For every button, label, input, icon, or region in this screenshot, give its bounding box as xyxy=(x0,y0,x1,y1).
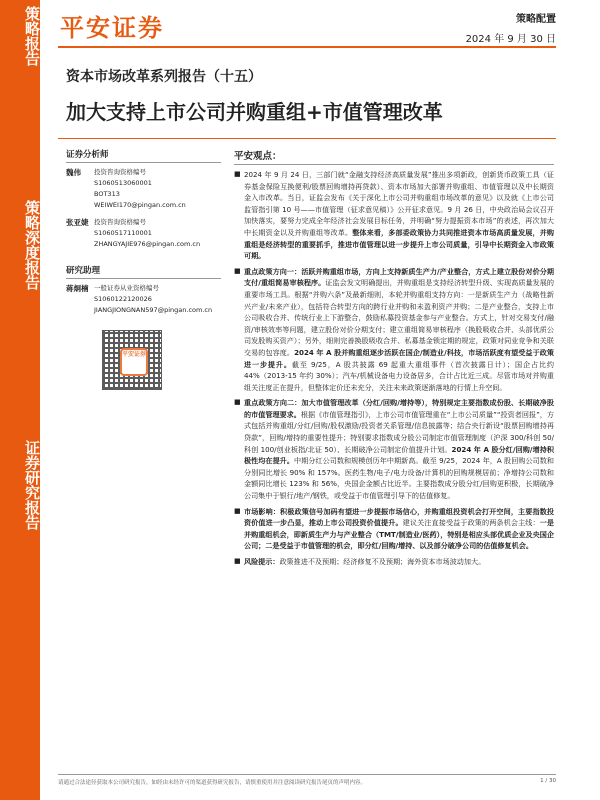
bullet-text: 2024 年 9 月 24 日，三部门就“金融支持经济高质量发展”推出多项新政，创新货币政策工具（证券基金保险互换便利/股票回购增持再贷款）、资本市场加大部署并购重组、市值管理以及中长期资金入市改革。当日，证监会发布《关于深化上市公司并购重组市场改革的意见》以及就《上市公司监管指引第 10 号——市值管理（征求意见稿）》公开征求意见。9 月 26 日，中央政治局会议召开加快落实，要努力完成全年经济社会发展目标任务，并明确“努力提振资本市场”的表述，再次加大中长期资金以及并购重组等改革。 xyxy=(244,170,554,237)
bullet-square-icon: ■ xyxy=(234,398,241,407)
bullet-square-icon: ■ xyxy=(234,557,241,565)
footer-disclaimer: 请通过合法途径获取本公司研究报告，如经由未经许可的渠道获得研究报告，请慎重使用并注意阅读研究报告尾页的声明内容。 xyxy=(58,780,367,786)
report-category: 策略配置 xyxy=(516,14,556,25)
view-bullet xyxy=(234,266,554,394)
analyst-info-line: S1060517110001 xyxy=(94,229,152,237)
bullet-text: 建议关注直接受益于政策的两条机会主线： xyxy=(402,518,540,528)
analyst-info-line: 投资咨询资格编号 xyxy=(94,168,146,176)
bullet-square-icon: ■ xyxy=(234,506,241,515)
bullet-text: 证监会发文明确提出，并购重组是支持经济转型升级、实现高质量发展的重要市场工具。根据“并购六条”及最新细则，本轮并购重组支持方向：一是新质生产力（战略性新兴产业/未来产业），包括符合转型方向的跨行业并购和未盈利资产并购；二是产业整合，支持上市公司吸收合并、传统行业上下游整合，鼓励私募投资基金参与产业整合。方式上，针对交易支付/融资/审核效率等问题，建立股份对价分期支付；建立重组简易审核程序（换股吸收合并、头部优质公司发股购买资产）；另外，细则完善换股吸收合并、私募基金锁定期的规定，政策对同业竞争和关联交易的包容度。 xyxy=(244,278,555,357)
helper-entry xyxy=(66,283,221,316)
view-bullet xyxy=(234,169,554,262)
bullet-bold: 一是并购重组机会，即新质生产力与产业整合（TMT/制造业/医药），特别是相应头部优质企业及央国企公司；二是受益于市值管理的机会，即分红/回购/增持、以及部分破净公司的估值修复机会。 xyxy=(244,518,555,551)
bullet-bold: 整体来看，多部委政策协力共同推进资本市场高质量发展，并购重组是经济转型的重要抓手，推进市值管理以进一步提升上市公司质量，引导中长期资金入市政策可期。 xyxy=(244,227,555,261)
key-views xyxy=(234,148,554,572)
analyst-info-line: 投资咨询资格编号 xyxy=(94,218,146,226)
analyst-info-line: BOT313 xyxy=(94,190,120,198)
series-title: 资本市场改革系列报告（十五） xyxy=(66,69,262,85)
helper-name: 蒋炯楠 xyxy=(66,284,89,293)
analyst-panel xyxy=(66,148,221,390)
company-logo: 平安证券 xyxy=(60,14,164,42)
bullet-bold: 2024 年 A 股并购重组逐步活跃在国企/制造业/科技，市场活跃度有望受益于政策进一步提升。 xyxy=(244,347,554,369)
sidebar-tag-research: 证券研究报告 xyxy=(23,440,41,530)
helpers-heading: 研究助理 xyxy=(66,264,221,279)
bullet-square-icon: ■ xyxy=(234,266,241,275)
bullet-tail: 截至 9/25，A 股共披露 69 起重大重组事件（首次披露日计）；国企占比约 44%（2013-15 年约 30%）；汽车/机械设备电力设备居多，合计占比近三成。尽管市场对并购重组关注度正在提升，但整体定价还未充分，关注未来政策逐渐落地的行情上升空间。 xyxy=(244,359,554,392)
report-date: 2024 年 9 月 30 日 xyxy=(465,34,556,45)
bullet-bold: 2024 年 A 股分红/回购/增持积极性均在提升。 xyxy=(244,444,554,466)
sidebar-tag-depth: 策略深度报告 xyxy=(23,200,41,290)
page-title: 加大支持上市公司并购重组+市值管理改革 xyxy=(66,100,443,124)
views-heading: 平安观点： xyxy=(234,148,554,165)
analyst-name: 张亚婕 xyxy=(66,218,89,227)
bullet-text: 根据《市值管理指引》，上市公司市值管理重在“上市公司质量”“投资者回报”，方式包括并购重组/分红/回购/股权激励/投资者关系管理/信息披露等；结合央行新设“股票回购增持再贷款”，回购/增持的重要性提升；特别要求指数成分股公司制定市值管理制度（沪深 300/科创 50/科创 100/创业板指/北证 50）、长期破净公司制定价值提升计划。 xyxy=(244,409,554,454)
analyst-entry xyxy=(66,167,221,211)
analyst-entry xyxy=(66,217,221,250)
bullet-lead: 市场影响：积极政策信号加码有望进一步提振市场信心，并购重组投资机会打开空间，主要指数投资价值进一步凸显，推动上市公司投资价值提升。 xyxy=(244,506,554,528)
view-bullet xyxy=(234,397,554,501)
view-bullet xyxy=(234,506,554,552)
sidebar xyxy=(0,0,40,800)
helper-info-line: 一般证券从业资格编号 xyxy=(94,284,159,292)
bullet-lead: 风险提示： xyxy=(244,557,280,566)
analyst-email[interactable]: WEIWEI170@pingan.com.cn xyxy=(94,201,186,209)
header-rule xyxy=(58,46,556,48)
page-footer xyxy=(58,774,556,786)
title-divider xyxy=(58,138,556,139)
bullet-lead: 重点政策方向二：加大市值管理改革（分红/回购/增持等），特别规定主要指数成份股、长期破净股的市值管理要求。 xyxy=(244,398,554,419)
analysts-heading: 证券分析师 xyxy=(66,148,221,163)
page-number: 1 / 30 xyxy=(540,778,556,784)
analyst-email[interactable]: ZHANGYAJIE976@pingan.com.cn xyxy=(94,240,201,248)
analyst-info-line: S1060513060001 xyxy=(94,179,152,187)
qr-logo: 平安证券 xyxy=(120,348,148,376)
bullet-lead: 重点政策方向一：活跃并购重组市场，方向上支持新质生产力/产业整合，方式上建立股份对价分期支付/重组简易审核程序。 xyxy=(244,266,554,288)
bullet-text: 政策推进不及预期；经济修复不及预期；海外资本市场波动加大。 xyxy=(279,557,486,566)
analyst-name: 魏伟 xyxy=(66,168,81,177)
view-bullet xyxy=(234,556,554,568)
qr-code[interactable] xyxy=(102,330,162,390)
sidebar-tag-report-type: 策略报告 xyxy=(23,6,41,66)
helper-email[interactable]: JIANGJIONGNAN597@pingan.com.cn xyxy=(94,306,213,314)
helper-info-line: S1060122120026 xyxy=(94,295,152,303)
bullet-square-icon: ■ xyxy=(234,170,241,178)
bullet-tail: 中期分红公司数和规模创历年中期新高。截至 9/25，2024 年，A 股回购公司数和分别同比增长 90% 和 157%。医药生物/电子/电力设备/计算机的回购规模居前；净增持公司数和金额同比增长 123% 和 56%，央国企金额占比近半。主要指数成分股分红/回购更积极，长期破净公司集中于银行/地产/钢铁，或受益于市值管理引导下的估值修复。 xyxy=(244,456,554,501)
